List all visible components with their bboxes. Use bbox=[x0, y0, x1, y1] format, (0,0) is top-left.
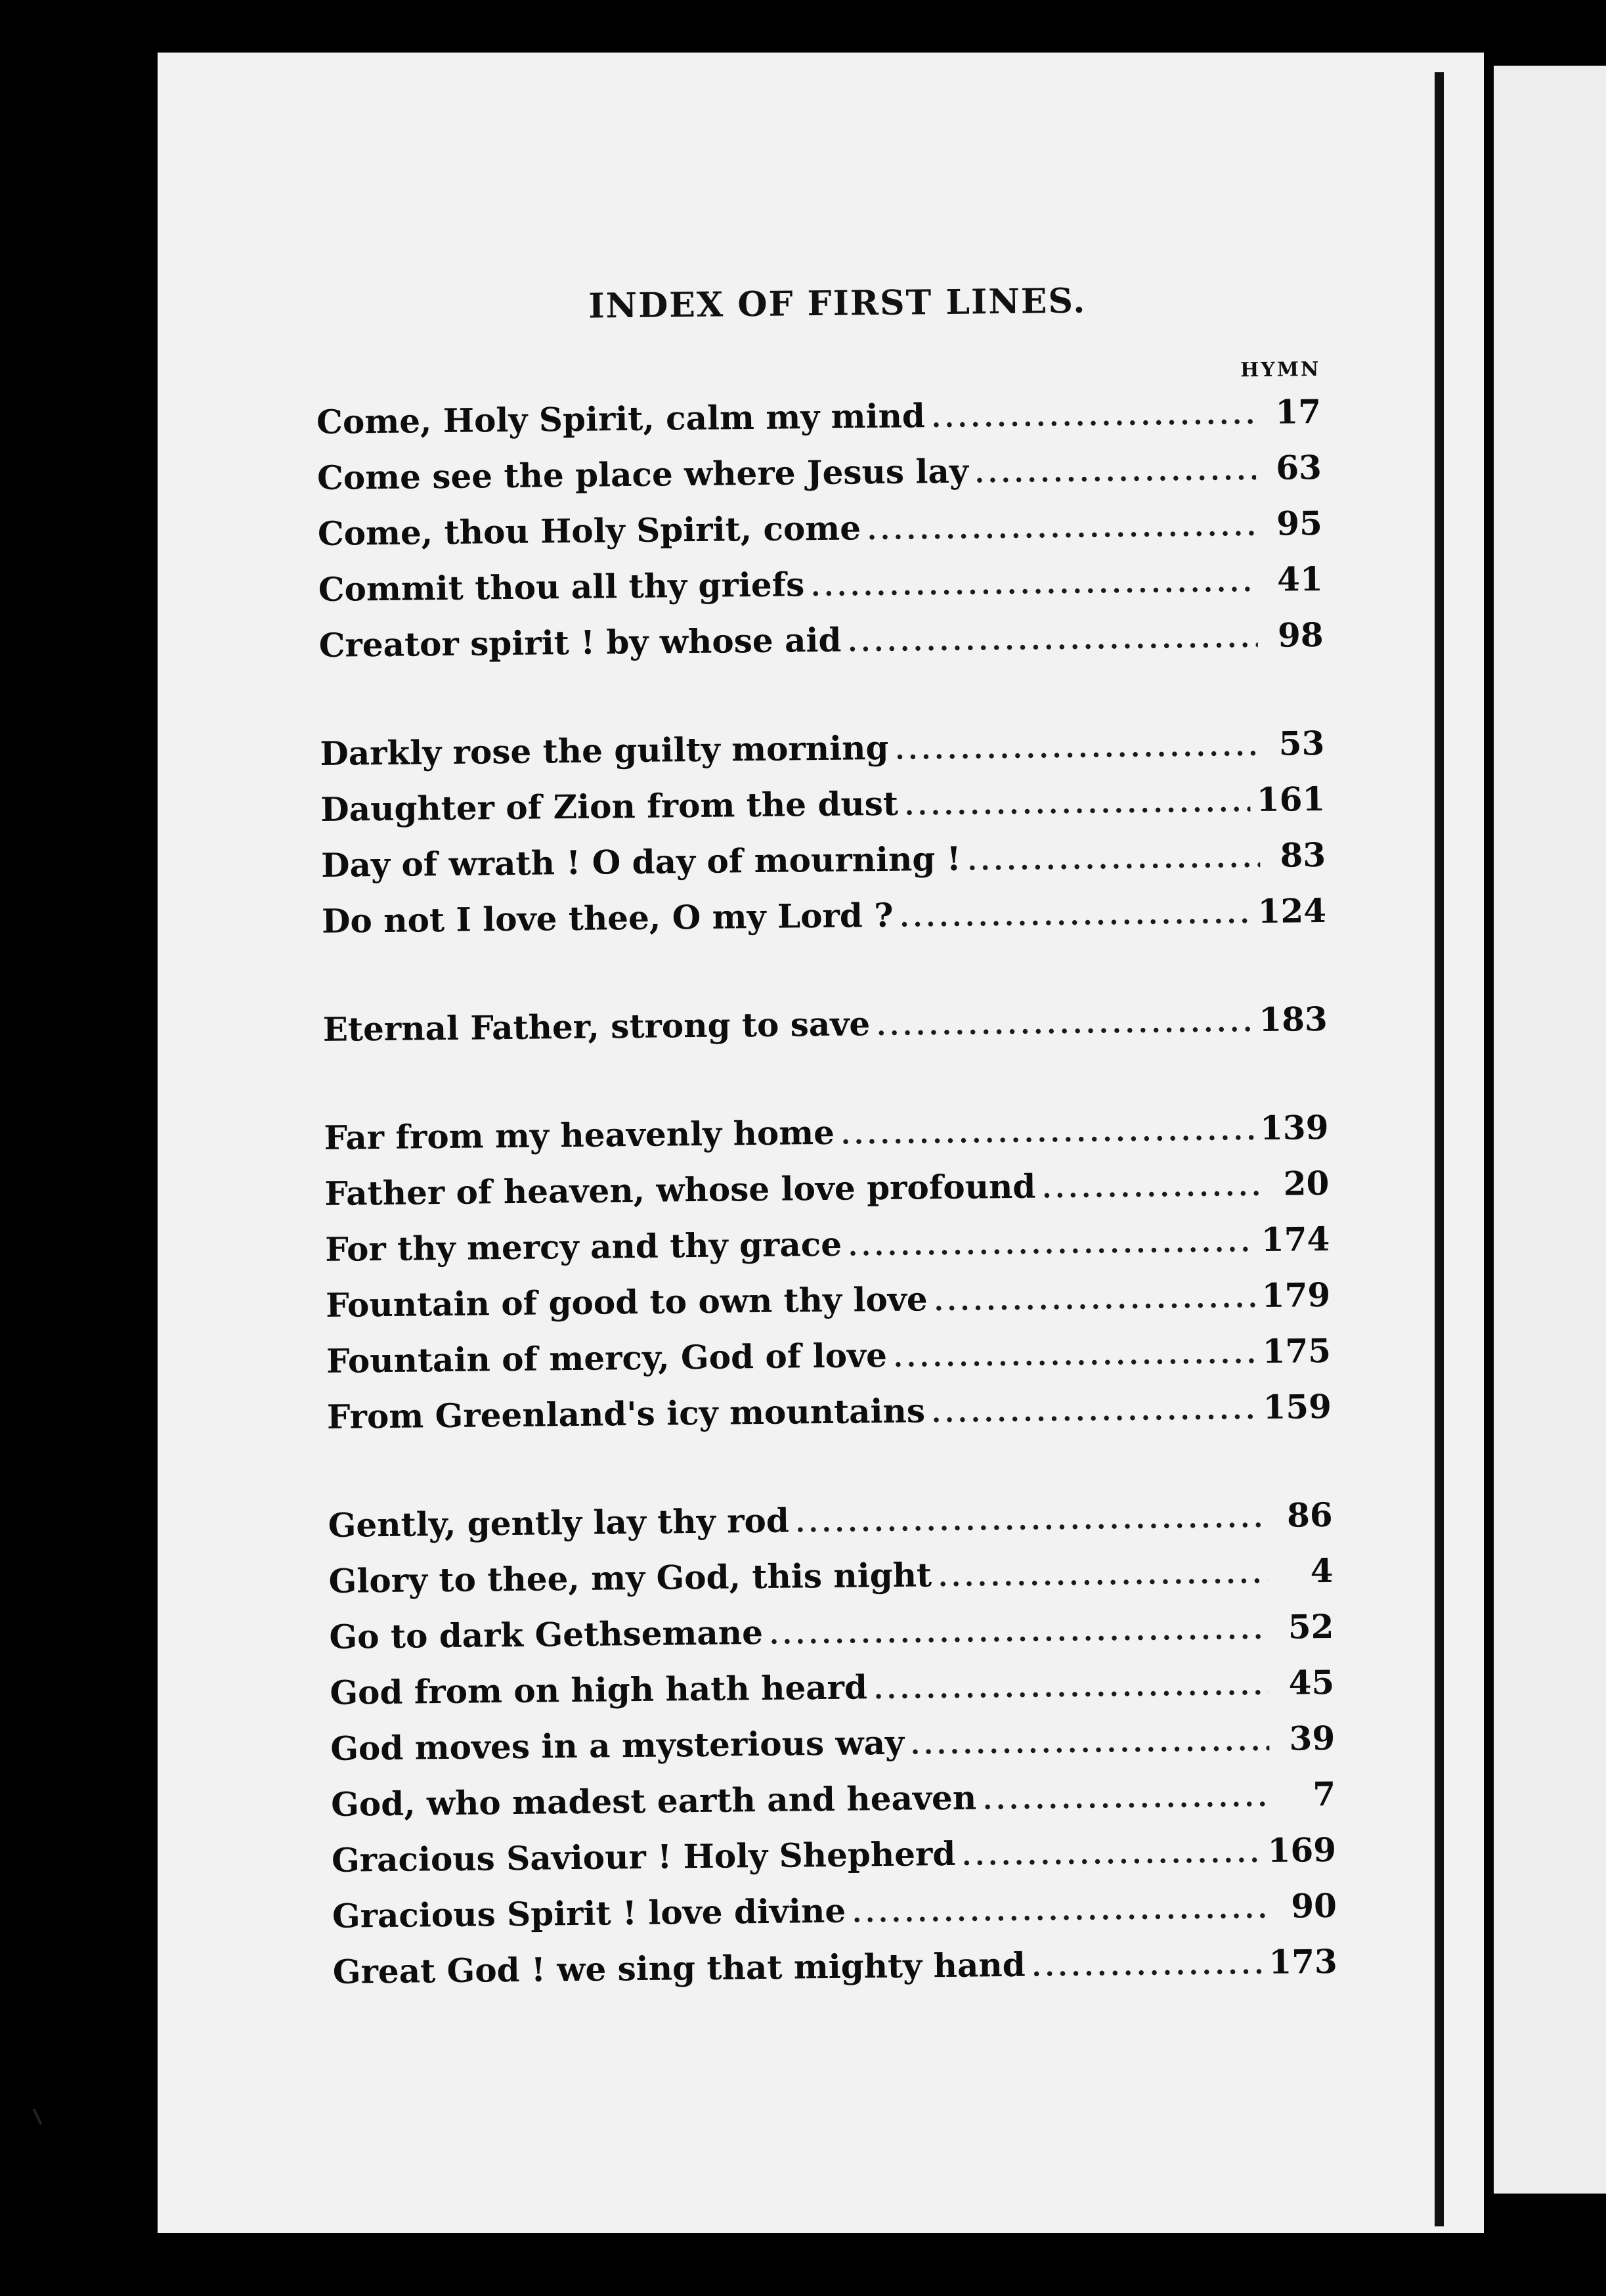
dot-leader bbox=[974, 444, 1256, 500]
dot-leader bbox=[877, 996, 1253, 1053]
index-entry bbox=[325, 1212, 1330, 1279]
dot-leader bbox=[895, 720, 1259, 777]
first-line-text: Glory to thee, my God, this night bbox=[328, 1555, 932, 1601]
dot-leader bbox=[962, 1826, 1261, 1883]
first-line-text: God moves in a mysterious way bbox=[330, 1723, 905, 1768]
index-entry bbox=[317, 441, 1322, 507]
index-group bbox=[322, 992, 1328, 1059]
index-group bbox=[328, 1488, 1337, 2001]
book-gutter bbox=[1435, 72, 1444, 2226]
dot-leader bbox=[848, 611, 1258, 669]
hymn-number: 52 bbox=[1288, 1606, 1334, 1646]
first-line-text: God from on high hath heard bbox=[330, 1667, 868, 1712]
index-entry bbox=[324, 1157, 1330, 1223]
dot-leader bbox=[931, 388, 1255, 445]
dot-leader bbox=[905, 776, 1251, 833]
hymn-number: 179 bbox=[1261, 1275, 1331, 1315]
dot-leader bbox=[932, 1383, 1257, 1440]
first-line-text: Gracious Spirit ! love divine bbox=[332, 1891, 846, 1935]
hymn-number: 139 bbox=[1259, 1107, 1329, 1147]
hymn-number: 169 bbox=[1267, 1830, 1337, 1870]
index-entry bbox=[318, 552, 1323, 619]
hymn-number: 17 bbox=[1275, 391, 1322, 431]
index-entry bbox=[322, 992, 1328, 1059]
index-content bbox=[315, 278, 1338, 2054]
index-entry bbox=[328, 1544, 1334, 1610]
dot-leader bbox=[938, 1547, 1268, 1604]
index-entry bbox=[330, 1656, 1335, 1722]
hymn-number: 4 bbox=[1310, 1551, 1334, 1591]
hymn-number: 174 bbox=[1261, 1219, 1330, 1259]
dot-leader bbox=[874, 1659, 1269, 1716]
first-line-text: Come, Holy Spirit, calm my mind bbox=[316, 396, 926, 441]
index-entry bbox=[328, 1488, 1333, 1555]
index-entry bbox=[326, 1324, 1332, 1390]
index-entry bbox=[329, 1600, 1334, 1666]
page-title: INDEX OF FIRST LINES. bbox=[588, 280, 1087, 326]
index-entry bbox=[332, 1879, 1337, 1945]
first-line-text: Fountain of mercy, God of love bbox=[326, 1335, 888, 1380]
first-line-text: Father of heaven, whose love profound bbox=[324, 1166, 1036, 1213]
first-line-text: Come see the place where Jesus lay bbox=[316, 451, 969, 497]
index-entry bbox=[317, 497, 1322, 563]
hymn-number: 39 bbox=[1289, 1718, 1335, 1758]
hymn-number: 20 bbox=[1283, 1163, 1330, 1203]
dot-leader bbox=[1031, 1938, 1263, 1994]
index-entry bbox=[320, 717, 1325, 783]
index-entry bbox=[326, 1268, 1331, 1335]
index-groups bbox=[316, 385, 1338, 2001]
hymn-number: 183 bbox=[1259, 999, 1328, 1040]
first-line-text: Great God ! we sing that mighty hand bbox=[332, 1945, 1026, 1991]
first-line-text: Fountain of good to own thy love bbox=[325, 1279, 928, 1325]
dot-leader bbox=[841, 1104, 1254, 1162]
dot-leader bbox=[867, 500, 1257, 557]
index-entry bbox=[330, 1711, 1335, 1778]
hymn-number: 159 bbox=[1263, 1386, 1332, 1426]
first-line-text: Go to dark Gethsemane bbox=[329, 1612, 764, 1656]
dot-leader bbox=[967, 831, 1260, 888]
dot-leader bbox=[983, 1771, 1270, 1827]
first-line-text: Commit thou all thy griefs bbox=[318, 565, 805, 609]
dot-leader bbox=[848, 1216, 1255, 1273]
first-line-text: Gently, gently lay thy rod bbox=[328, 1501, 790, 1545]
hymn-number: 86 bbox=[1286, 1495, 1333, 1535]
index-entry bbox=[318, 608, 1324, 674]
first-line-text: Creator spirit ! by whose aid bbox=[318, 620, 842, 665]
hymn-number: 63 bbox=[1276, 447, 1322, 487]
dot-leader bbox=[893, 1327, 1256, 1384]
hymn-number: 53 bbox=[1278, 723, 1325, 763]
hymn-number: 161 bbox=[1256, 779, 1326, 820]
first-line-text: God, who madest earth and heaven bbox=[330, 1778, 977, 1824]
hymn-number: 45 bbox=[1288, 1662, 1335, 1702]
hymn-number: 173 bbox=[1269, 1941, 1338, 1981]
first-line-text: Eternal Father, strong to save bbox=[322, 1004, 871, 1049]
index-entry bbox=[320, 772, 1326, 839]
hymn-number: 7 bbox=[1312, 1774, 1336, 1814]
index-group bbox=[320, 717, 1326, 950]
first-line-text: Darkly rose the guilty morning bbox=[320, 728, 889, 773]
first-line-text: For thy mercy and thy grace bbox=[325, 1224, 842, 1269]
dot-leader bbox=[1042, 1160, 1264, 1216]
hymn-number: 90 bbox=[1290, 1886, 1337, 1926]
dot-leader bbox=[900, 887, 1251, 944]
first-line-text: Day of wrath ! O day of mourning ! bbox=[320, 839, 961, 885]
index-entry bbox=[332, 1935, 1337, 2001]
index-entry bbox=[327, 1380, 1332, 1446]
first-line-text: Come, thou Holy Spirit, come bbox=[317, 508, 861, 553]
hymn-number: 95 bbox=[1276, 503, 1323, 543]
first-line-text: From Greenland's icy mountains bbox=[326, 1391, 926, 1436]
dot-leader bbox=[811, 556, 1257, 613]
hymn-number: 83 bbox=[1280, 835, 1326, 875]
dot-leader bbox=[911, 1715, 1270, 1772]
dot-leader bbox=[934, 1271, 1255, 1328]
dot-leader bbox=[770, 1603, 1269, 1662]
index-group bbox=[324, 1101, 1332, 1446]
dot-leader bbox=[795, 1491, 1267, 1550]
index-entry bbox=[324, 1101, 1329, 1167]
index-entry bbox=[321, 828, 1326, 894]
hymn-number: 124 bbox=[1257, 891, 1327, 931]
hymn-number: 98 bbox=[1277, 615, 1324, 655]
first-line-text: Gracious Saviour ! Holy Shepherd bbox=[331, 1834, 956, 1880]
index-entry bbox=[316, 385, 1322, 451]
index-entry bbox=[331, 1767, 1336, 1834]
dot-leader bbox=[852, 1882, 1272, 1940]
index-group bbox=[316, 385, 1324, 674]
index-entry bbox=[332, 1823, 1337, 1889]
first-line-text: Daughter of Zion from the dust bbox=[320, 784, 899, 829]
index-entry bbox=[322, 884, 1327, 950]
facing-page-edge bbox=[1494, 66, 1606, 2194]
first-line-text: Far from my heavenly home bbox=[324, 1113, 835, 1157]
hymn-number: 41 bbox=[1276, 559, 1324, 599]
hymn-column-label: HYMN bbox=[1240, 357, 1321, 382]
first-line-text: Do not I love thee, O my Lord ? bbox=[321, 895, 894, 940]
hymn-number: 175 bbox=[1262, 1331, 1332, 1371]
